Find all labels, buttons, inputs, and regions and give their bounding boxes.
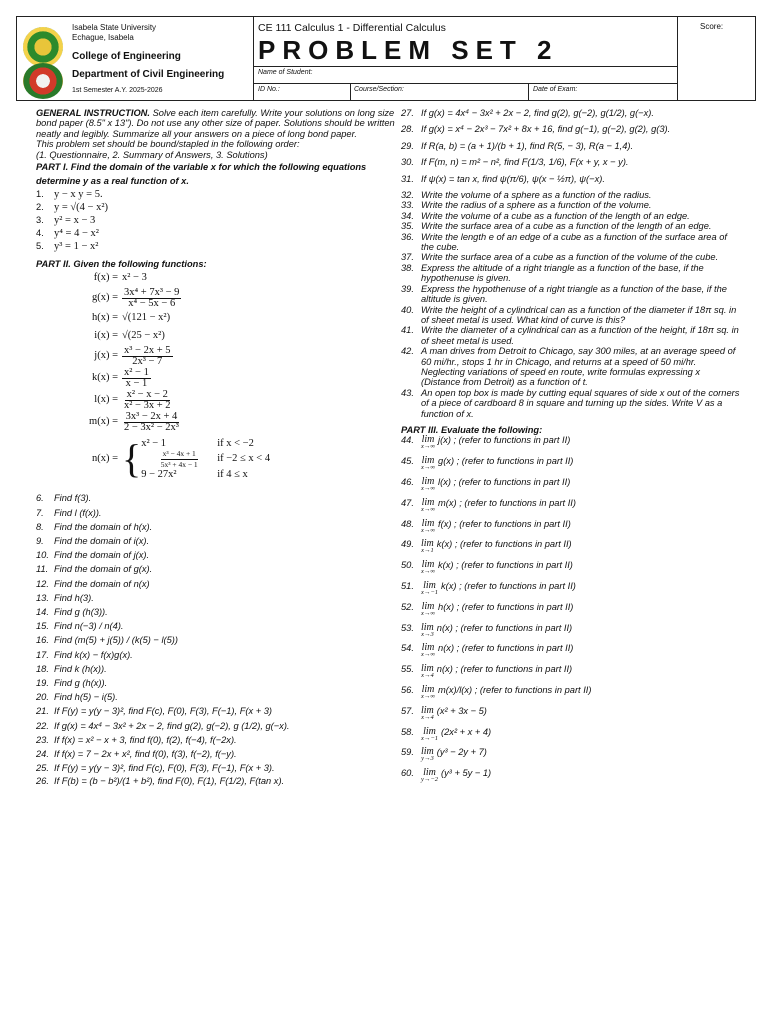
item-number: 33. xyxy=(401,200,414,211)
date-label: Date of Exam: xyxy=(533,86,578,93)
item-number: 23. xyxy=(36,734,49,745)
item-number: 29. xyxy=(401,140,414,151)
item-text: Find f(3). xyxy=(54,493,92,504)
part2-item xyxy=(36,719,396,733)
limit-expression: h(x) ; (refer to functions in part II) xyxy=(438,601,574,612)
item-number: 7. xyxy=(36,507,44,518)
item-number: 11. xyxy=(36,564,49,575)
right-item xyxy=(401,124,741,134)
item-text: Express the altitude of a right triangle as a function of the base, if the hypothenuse is given. xyxy=(421,262,704,284)
item-number: 35. xyxy=(401,221,414,232)
part1-item xyxy=(36,214,396,227)
part1-item xyxy=(36,227,396,240)
part2-item xyxy=(36,733,396,747)
item-number: 60. xyxy=(401,768,414,779)
part2-item xyxy=(36,776,396,787)
limit-expression: n(x) ; (refer to functions in part II) xyxy=(436,622,573,633)
function-j: j(x) = $\frac{\text{x³ − 2x + 5}}{\text{2x³ − 7}}$ xyxy=(94,344,171,367)
part2-heading: PART II. Given the following functions: xyxy=(36,259,207,270)
left-column xyxy=(36,108,396,791)
limit-operator: lim x→−1 xyxy=(421,725,439,742)
item-text: y⁴ = 4 − x² xyxy=(54,228,99,240)
item-number: 4. xyxy=(36,228,44,239)
limit-approach: x→∞ xyxy=(421,505,436,513)
right-problem-list xyxy=(401,108,741,419)
function-k: k(x) = $\frac{\text{x² − 1}}{x - 1}$ xyxy=(91,366,149,389)
item-text: Find (m(5) + j(5)) / (k(5) − l(5)) xyxy=(54,635,178,646)
item-number: 15. xyxy=(36,621,49,632)
item-number: 36. xyxy=(401,231,414,242)
part1-item xyxy=(36,188,396,201)
item-number: 18. xyxy=(36,663,49,674)
limit-item xyxy=(401,435,741,456)
instruction-order: This problem set should be bound/stapled in the following order: xyxy=(36,139,300,150)
item-number: 20. xyxy=(36,692,49,703)
part2-item xyxy=(36,548,396,562)
function-m: m(x) = $\frac{\text{3x³ − 2x + 4}}{\text{2 − 3x² − 2x³}}$ xyxy=(89,410,179,433)
item-number: 41. xyxy=(401,325,414,336)
limit-operator: lim x→4 xyxy=(421,704,434,721)
right-item xyxy=(401,325,741,346)
instruction-heading: GENERAL INSTRUCTION. xyxy=(36,108,150,118)
right-item xyxy=(401,252,741,262)
right-item xyxy=(401,263,741,284)
limit-expression: n(x) ; (refer to functions in part II) xyxy=(436,664,573,675)
limit-operator: lim x→∞ xyxy=(421,434,436,451)
item-text: A man drives from Detroit to Chicago, say 300 miles, at an average speed of 60 mi/hr., stops 1 hr in Chicago, and returns at a speed of 50 mi/hr. Neglecting variations of speed en route, write formulas expressing x (Distance from Detroit) as a function of t. xyxy=(421,346,736,388)
limit-approach: x→−1 xyxy=(421,734,439,742)
item-text: Find the domain of i(x). xyxy=(54,536,150,547)
item-text: If g(x) = 4x⁴ − 3x² + 2x − 2, find g(2), g(−2), g(1/2), g(−x). xyxy=(421,108,654,118)
limit-operator: lim x→∞ xyxy=(421,559,436,576)
item-text: Find g (h(3)). xyxy=(54,607,108,618)
limit-item xyxy=(401,768,741,789)
item-number: 8. xyxy=(36,521,44,532)
item-number: 31. xyxy=(401,173,414,184)
item-text: Find the domain of n(x) xyxy=(54,578,150,589)
right-item xyxy=(401,284,741,305)
limit-expression: (y³ − 2y + 7) xyxy=(436,747,487,758)
item-text: If ψ(x) = tan x, find ψ(π/6), ψ(x − ½π), ψ(−x). xyxy=(421,173,605,184)
item-number: 1. xyxy=(36,189,44,200)
item-number: 39. xyxy=(401,283,414,294)
limit-operator: lim x→∞ xyxy=(421,600,436,617)
header-box xyxy=(16,16,756,101)
course-section-label: Course/Section: xyxy=(354,86,404,93)
part2-list xyxy=(36,491,396,786)
part1-list xyxy=(36,188,396,253)
function-n: n(x) = { x² − 1 if x < −2 $\frac{\text{x³ − 4x + 1}}{\text{5x³ + 4x − 1}}$ if −2 ≤ x < 4 9 − 27x² if 4 ≤ x xyxy=(91,436,271,482)
part2-item xyxy=(36,520,396,534)
limit-expression: (y³ + 5y − 1) xyxy=(441,768,492,779)
limit-expression: j(x) ; (refer to functions in part II) xyxy=(438,435,571,446)
part3-list xyxy=(401,435,741,789)
limit-approach: x→∞ xyxy=(421,443,436,451)
item-text: Write the surface area of a cube as a function of the length of an edge. xyxy=(421,221,712,232)
item-text: Find l (f(x)). xyxy=(54,507,102,518)
limit-operator: lim x→∞ xyxy=(421,683,436,700)
limit-expression: l(x) ; (refer to functions in part II) xyxy=(438,476,571,487)
right-column xyxy=(401,108,741,789)
item-text: If f(x) = 7 − 2x + x², find f(0), f(3), f(−2), f(−y). xyxy=(54,749,237,760)
part3-heading: PART III. Evaluate the following: xyxy=(401,424,543,435)
limit-expression: f(x) ; (refer to functions in part II) xyxy=(438,518,571,529)
right-item xyxy=(401,388,741,419)
item-text: If F(m, n) = m² − n², find F(1/3, 1/6), F(x + y, x − y). xyxy=(421,157,629,168)
item-text: Find the domain of h(x). xyxy=(54,521,153,532)
right-item xyxy=(401,232,741,253)
item-number: 46. xyxy=(401,476,414,487)
item-text: y = √(4 − x²) xyxy=(54,202,108,214)
item-number: 43. xyxy=(401,387,414,398)
limit-approach: x→∞ xyxy=(421,609,436,617)
university-name: Isabela State University xyxy=(72,23,157,32)
name-label: Name of Student: xyxy=(258,69,313,76)
info-row xyxy=(254,83,678,100)
limit-approach: y→−2 xyxy=(421,776,439,784)
part1-item xyxy=(36,201,396,214)
part2-item xyxy=(36,633,396,647)
function-h: h(x) = √(121 − x²) xyxy=(91,312,171,324)
item-number: 48. xyxy=(401,518,414,529)
item-text: If F(y) = y(y − 3)², find F(c), F(0), F(3), F(−1), F(x + 3) xyxy=(54,706,272,717)
limit-item xyxy=(401,560,741,581)
item-text: Find g (h(x)). xyxy=(54,678,108,689)
part1-item xyxy=(36,240,396,253)
limit-item xyxy=(401,539,741,560)
limit-item xyxy=(401,747,741,768)
right-item xyxy=(401,346,741,388)
limit-operator: lim y→3 xyxy=(421,746,434,763)
item-text: If F(b) = (b − b²)/(1 + b²), find F(0), F(1), F(1/2), F(tan x). xyxy=(54,775,285,786)
item-text: Write the volume of a cube as a function of the length of an edge. xyxy=(421,210,690,221)
right-item xyxy=(401,190,741,200)
item-number: 5. xyxy=(36,241,44,252)
part2-item xyxy=(36,690,396,704)
item-number: 52. xyxy=(401,601,414,612)
limit-approach: x→∞ xyxy=(421,464,436,472)
limit-item xyxy=(401,664,741,685)
right-item xyxy=(401,221,741,231)
part2-item xyxy=(36,747,396,761)
item-text: Write the length e of an edge of a cube as a function of the surface area of the cube. xyxy=(421,231,727,253)
limit-expression: g(x) ; (refer to functions in part II) xyxy=(438,456,574,467)
item-number: 53. xyxy=(401,622,414,633)
limit-operator: lim x→3 xyxy=(421,621,434,638)
limit-item xyxy=(401,602,741,623)
limit-operator: lim x→∞ xyxy=(421,517,436,534)
function-i: i(x) = √(25 − x²) xyxy=(94,330,165,342)
item-text: y² = x − 3 xyxy=(54,215,96,227)
right-item xyxy=(401,108,741,118)
part2-item xyxy=(36,676,396,690)
department-name: Department of Civil Engineering xyxy=(72,69,225,80)
page-title: PROBLEM SET 2 xyxy=(258,35,559,65)
item-text: Write the height of a cylindrical can as a function of the diameter if 18π sq. in of sheet metal is used. What kind of curve is this? xyxy=(421,304,737,325)
item-number: 14. xyxy=(36,607,49,618)
item-text: Express the hypothenuse of a right triangle as a function of the base, if the altitude is given. xyxy=(421,283,727,305)
item-text: If F(y) = y(y − 3)², find F(c), F(0), F(3), F(−1), F(x + 3). xyxy=(54,763,275,774)
function-g: g(x) = $\frac{\text{3x⁴ + 7x³ − 9}}{\text{x⁴ − 5x − 6}}$ xyxy=(91,286,180,309)
instruction-text: Solve each item carefully. Write your solutions on long size bond paper (8.5" x 13"). Do not use any other size of paper. Solutions should be written neatly and legibly. Summarize all your answers on a piece of long bond paper. xyxy=(36,108,395,139)
item-number: 37. xyxy=(401,252,414,263)
item-number: 6. xyxy=(36,493,44,504)
limit-expression: k(x) ; (refer to functions in part II) xyxy=(441,580,576,591)
limit-expression: (2x² + x + 4) xyxy=(441,726,492,737)
item-number: 22. xyxy=(36,720,49,731)
item-number: 28. xyxy=(401,124,414,135)
item-text: If R(a, b) = (a + 1)/(b + 1), find R(5, − 3), R(a − 1,4). xyxy=(421,140,634,151)
instruction-order-items: (1. Questionnaire, 2. Summary of Answers, 3. Solutions) xyxy=(36,149,268,160)
item-number: 13. xyxy=(36,592,49,603)
part2-item xyxy=(36,534,396,548)
limit-operator: lim x→∞ xyxy=(421,496,436,513)
item-number: 51. xyxy=(401,580,414,591)
item-text: Find h(5) − i(5). xyxy=(54,692,118,703)
limit-expression: k(x) ; (refer to functions in part II) xyxy=(436,539,572,550)
limit-expression: (x² + 3x − 5) xyxy=(436,705,487,716)
right-item xyxy=(401,157,741,167)
item-text: y³ = 1 − x² xyxy=(54,241,99,253)
item-number: 58. xyxy=(401,726,414,737)
part2-item xyxy=(36,491,396,505)
item-text: Write the volume of a sphere as a function of the radius. xyxy=(421,190,652,201)
limit-approach: x→4 xyxy=(421,713,434,721)
item-text: Write the radius of a sphere as a function of the volume. xyxy=(421,200,652,211)
part2-item xyxy=(36,761,396,775)
limit-item xyxy=(401,498,741,519)
limit-approach: x→∞ xyxy=(421,484,436,492)
item-text: Find k (h(x)). xyxy=(54,663,107,674)
item-number: 10. xyxy=(36,550,49,561)
item-number: 40. xyxy=(401,304,414,315)
part2-item xyxy=(36,506,396,520)
item-number: 45. xyxy=(401,456,414,467)
limit-approach: x→3 xyxy=(421,630,434,638)
item-number: 44. xyxy=(401,435,414,446)
part2-item xyxy=(36,562,396,576)
part2-item xyxy=(36,591,396,605)
college-seal-icon xyxy=(23,63,63,99)
university-seal-icon xyxy=(23,27,63,67)
part1-heading: PART I. Find the domain of the variable x for which the following equations determine y as a real function of x. xyxy=(36,162,367,187)
part2-item xyxy=(36,662,396,676)
course-name: CE 111 Calculus 1 - Differential Calculus xyxy=(258,22,446,34)
limit-item xyxy=(401,727,741,748)
part2-item xyxy=(36,619,396,633)
campus-name: Echague, Isabela xyxy=(72,33,134,42)
item-number: 24. xyxy=(36,749,49,760)
institution-block xyxy=(72,21,262,99)
limit-expression: n(x) ; (refer to functions in part II) xyxy=(438,643,574,654)
right-item xyxy=(401,200,741,210)
item-number: 47. xyxy=(401,497,414,508)
limit-approach: x→1 xyxy=(421,547,434,555)
item-number: 57. xyxy=(401,705,414,716)
item-text: Find k(x) − f(x)g(x). xyxy=(54,649,133,660)
function-l: l(x) = $\frac{\text{x² − x − 2}}{\text{x² − 3x + 2}}$ xyxy=(94,388,171,411)
limit-approach: x→∞ xyxy=(421,526,436,534)
item-text: If f(x) = x² − x + 3, find f(0), f(2), f(−4), f(−2x). xyxy=(54,734,237,745)
item-text: y − x y = 5. xyxy=(54,189,103,201)
college-name: College of Engineering xyxy=(72,51,181,62)
general-instruction xyxy=(36,108,396,139)
item-number: 21. xyxy=(36,706,49,717)
part2-item xyxy=(36,704,396,718)
item-text: Find h(3). xyxy=(54,592,94,603)
item-text: Find the domain of j(x). xyxy=(54,550,150,561)
limit-operator: lim y→−2 xyxy=(421,767,439,784)
right-item xyxy=(401,174,741,184)
title-block xyxy=(253,17,678,100)
limit-item xyxy=(401,477,741,498)
item-number: 54. xyxy=(401,643,414,654)
item-text: Find the domain of g(x). xyxy=(54,564,153,575)
item-number: 49. xyxy=(401,539,414,550)
limit-item xyxy=(401,519,741,540)
limit-expression: m(x)/l(x) ; (refer to functions in part II) xyxy=(438,684,592,695)
limit-approach: x→−1 xyxy=(421,588,439,596)
limit-operator: lim x→∞ xyxy=(421,455,436,472)
item-number: 55. xyxy=(401,664,414,675)
score-label: Score: xyxy=(700,22,724,31)
limit-expression: m(x) ; (refer to functions in part II) xyxy=(438,497,576,508)
item-text: An open top box is made by cutting equal squares of side x out of the corners of a piece of cardboard 8 in square and turning up the sides. Write V as a function of x. xyxy=(421,387,740,419)
limit-approach: y→3 xyxy=(421,755,434,763)
item-number: 50. xyxy=(401,560,414,571)
item-number: 27. xyxy=(401,108,414,118)
limit-operator: lim x→∞ xyxy=(421,475,436,492)
item-number: 9. xyxy=(36,536,44,547)
limit-approach: x→∞ xyxy=(421,651,436,659)
item-number: 25. xyxy=(36,763,49,774)
function-f: f(x) = x² − 3 xyxy=(93,272,147,284)
function-definitions xyxy=(36,269,396,485)
item-text: If g(x) = 4x⁴ − 3x² + 2x − 2, find g(2), g(−2), g (1/2), g(−x). xyxy=(54,720,290,731)
limit-item xyxy=(401,456,741,477)
item-number: 56. xyxy=(401,684,414,695)
item-number: 2. xyxy=(36,202,44,213)
item-number: 12. xyxy=(36,578,49,589)
item-text: If g(x) = x⁴ − 2x³ − 7x² + 8x + 16, find g(−1), g(−2), g(2), g(3). xyxy=(421,124,671,135)
item-number: 42. xyxy=(401,346,414,357)
limit-operator: lim x→4 xyxy=(421,663,434,680)
semester: 1st Semester A.Y. 2025-2026 xyxy=(72,87,163,94)
name-row xyxy=(254,66,678,83)
part2-item xyxy=(36,648,396,662)
item-number: 3. xyxy=(36,215,44,226)
limit-approach: x→4 xyxy=(421,672,434,680)
limit-item xyxy=(401,685,741,706)
item-number: 17. xyxy=(36,649,49,660)
part2-item xyxy=(36,577,396,591)
right-item xyxy=(401,141,741,151)
item-number: 19. xyxy=(36,678,49,689)
item-number: 26. xyxy=(36,775,49,786)
limit-item xyxy=(401,623,741,644)
right-item xyxy=(401,305,741,326)
limit-item xyxy=(401,643,741,664)
score-block xyxy=(677,17,756,100)
item-text: Write the surface area of a cube as a function of the volume of the cube. xyxy=(421,252,719,263)
limit-expression: k(x) ; (refer to functions in part II) xyxy=(438,560,573,571)
item-number: 38. xyxy=(401,262,414,273)
part2-item xyxy=(36,605,396,619)
limit-approach: x→∞ xyxy=(421,568,436,576)
item-text: Write the diameter of a cylindrical can as a function of the height, if 18π sq. in of sheet metal is used. xyxy=(421,325,739,346)
limit-operator: lim x→∞ xyxy=(421,642,436,659)
id-label: ID No.: xyxy=(258,86,280,93)
item-number: 59. xyxy=(401,747,414,758)
limit-item xyxy=(401,706,741,727)
limit-approach: x→∞ xyxy=(421,692,436,700)
right-item xyxy=(401,211,741,221)
limit-operator: lim x→1 xyxy=(421,538,434,555)
item-number: 34. xyxy=(401,210,414,221)
item-number: 16. xyxy=(36,635,49,646)
item-text: Find n(−3) / n(4). xyxy=(54,621,124,632)
limit-operator: lim x→−1 xyxy=(421,579,439,596)
limit-item xyxy=(401,581,741,602)
logos xyxy=(19,19,67,99)
item-number: 30. xyxy=(401,157,414,168)
item-number: 32. xyxy=(401,190,414,201)
